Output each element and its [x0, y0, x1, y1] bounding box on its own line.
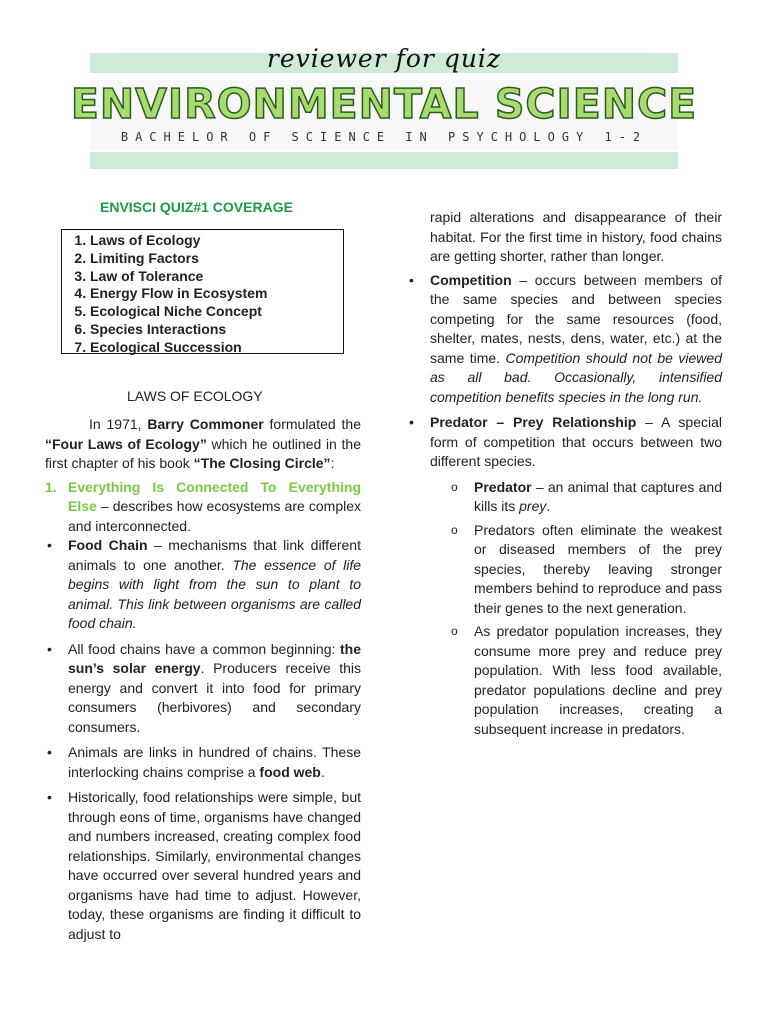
list-item: 2. Limiting Factors [90, 250, 343, 268]
bullet-icon: • [47, 744, 52, 760]
bullet-item: • Food Chain – mechanisms that link different animals to one another. The essence of life begins with light from the sun to plant to animal. This link between organisms are called food chain. [47, 537, 362, 631]
circle-bullet-icon: o [451, 479, 458, 494]
coverage-list [62, 230, 343, 357]
bullet-icon: • [409, 414, 414, 430]
reviewer-caption: reviewer for quiz [266, 44, 502, 73]
page-title: ENVIRONMENTAL SCIENCE [70, 80, 698, 128]
list-item: 4. Energy Flow in Ecosystem [90, 285, 343, 303]
bullet-item: • Predator – Prey Relationship – A special form of competition that occurs between two different species. [409, 414, 722, 469]
circle-bullet-icon: o [451, 522, 458, 537]
list-item: 7. Ecological Succession [90, 339, 343, 357]
bullet-icon: • [47, 537, 52, 553]
law-description: – describes how ecosystems are complex and interconnected. [68, 498, 361, 534]
section-heading: LAWS OF ECOLOGY [127, 388, 263, 404]
banner-bottom-bar [90, 152, 678, 169]
bullet-icon: • [47, 640, 52, 657]
bullet-icon: • [47, 789, 52, 805]
sub-bullet-item: o Predators often eliminate the weakest or diseased members of the prey species, thereby leaving stronger members behind to reproduce and pass their genes to the next generation. [451, 521, 722, 616]
sub-bullet-item: o As predator population increases, they consume more prey and reduce prey population. With less food available, predator populations decline and prey population increases, creating a subsequent increase in predators. [451, 623, 722, 737]
sub-bullet-item: o Predator – an animal that captures and kills its prey. [451, 478, 722, 514]
bullet-item: • Animals are links in hundred of chains. These interlocking chains comprise a food web. [47, 744, 361, 780]
list-item: 3. Law of Tolerance [90, 268, 343, 286]
coverage-list-box [61, 229, 344, 354]
list-item: 5. Ecological Niche Concept [90, 303, 343, 321]
coverage-title: ENVISCI QUIZ#1 COVERAGE [100, 199, 293, 215]
page-subtitle: BACHELOR OF SCIENCE IN PSYCHOLOGY 1-2 [120, 130, 648, 144]
law-number: 1. [45, 478, 57, 495]
left-column [45, 415, 361, 950]
intro-paragraph: In 1971, Barry Commoner formulated the “Four Laws of Ecology” which he outlined in the first chapter of his book “The Closing Circle”: [45, 416, 361, 471]
law-name: Everything Is Connected To Everything Else [68, 478, 361, 514]
bullet-item: • All food chains have a common beginning: the sun’s solar energy. Producers receive this energy and convert it into food for primary consumers (herbivores) and secondary consumers. [47, 640, 361, 735]
law-item [45, 478, 361, 537]
right-column [407, 208, 722, 743]
list-item: 1. Laws of Ecology [90, 232, 343, 250]
circle-bullet-icon: o [451, 624, 458, 638]
bullet-icon: • [409, 271, 414, 288]
bullet-item: • Historically, food relationships were simple, but through eons of time, organisms have changed and numbers increased, creating complex food relationships. Similarly, environmental changes have occurred over several hundred years and organisms have had time to adjust. However, today, these organisms are finding it difficult to adjust to [47, 789, 361, 942]
continuation-paragraph: rapid alterations and disappearance of their habitat. For the first time in history, food chains are getting shorter, rather than longer. [430, 209, 722, 264]
bullet-item: • Competition – occurs between members of the same species and between species competing for the same resources (food, shelter, mates, nests, dens, water, etc.) at the same time. Competition should not be viewed as all bad. Occasionally, intensified competition benefits species in the long run. [409, 271, 722, 405]
list-item: 6. Species Interactions [90, 321, 343, 339]
